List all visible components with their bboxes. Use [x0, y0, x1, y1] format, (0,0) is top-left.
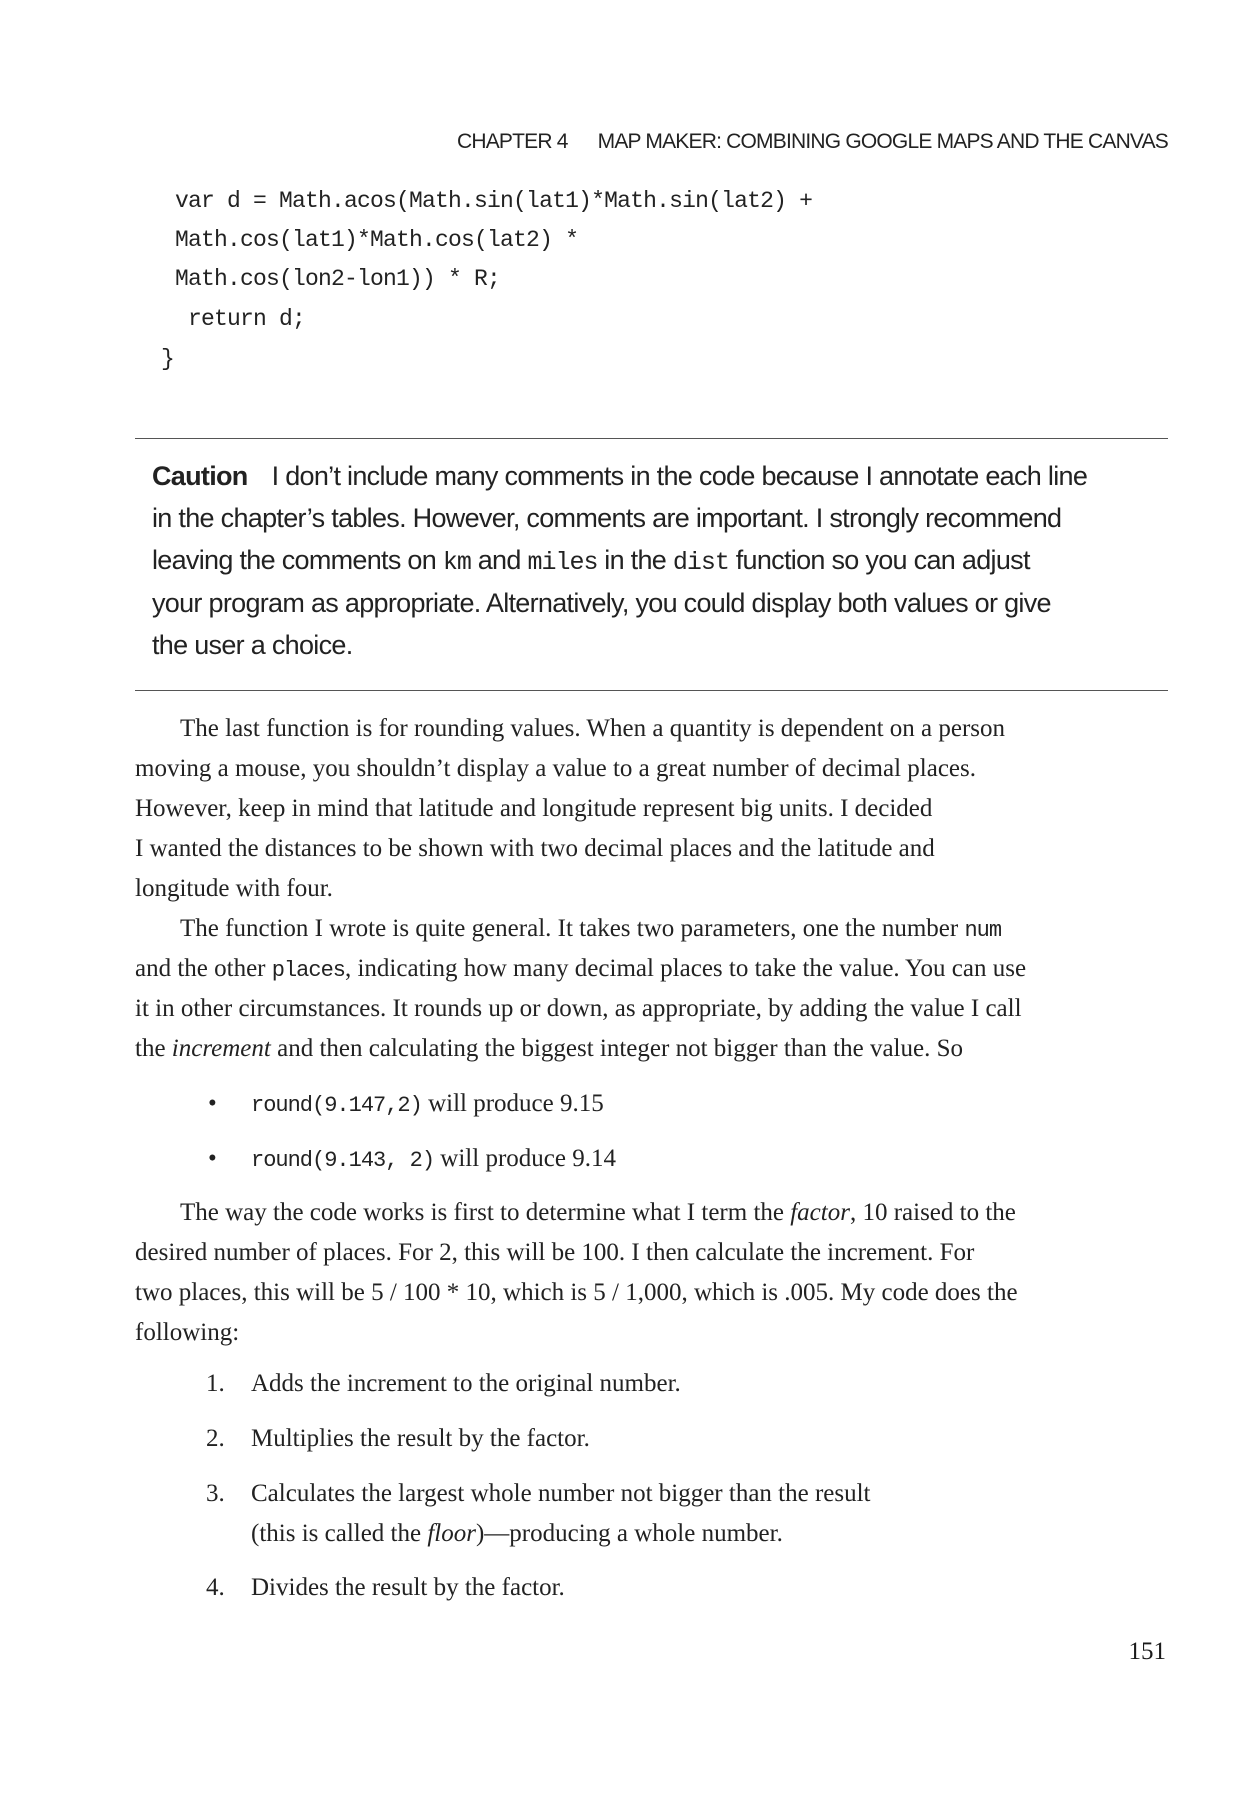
- inline-code: dist: [672, 548, 729, 577]
- text-line: [135, 755, 976, 783]
- text-line: [152, 545, 1030, 577]
- text-run: I wanted the distances to be shown with two decimal places and the latitude and: [135, 835, 935, 862]
- code-line: }: [161, 346, 175, 372]
- text-run: Calculates the largest whole number not bigger than the result: [251, 1480, 871, 1507]
- text-run: , indicating how many decimal places to take the value. You can use: [344, 955, 1027, 982]
- text-run: in the chapter’s tables. However, comments are important. I strongly recommend: [152, 503, 1062, 533]
- chapter-label: CHAPTER 4: [456, 130, 568, 153]
- text-line: [135, 1279, 1018, 1307]
- text-run: the: [135, 1035, 172, 1062]
- inline-code: miles: [527, 548, 598, 577]
- page-number: 151: [1128, 1638, 1166, 1665]
- caution-label: Caution: [152, 461, 248, 491]
- text-run: The function I wrote is quite general. It takes two parameters, one the number: [180, 915, 965, 942]
- text-run: , 10 raised to the: [849, 1199, 1016, 1226]
- text-run: the user a choice.: [152, 630, 353, 660]
- text-run: moving a mouse, you shouldn’t display a value to a great number of decimal places.: [135, 755, 976, 782]
- text-run: following:: [135, 1319, 240, 1346]
- chapter-title: MAP MAKER: COMBINING GOOGLE MAPS AND THE CANVAS: [597, 130, 1168, 153]
- text-run: your program as appropriate. Alternatively, you could display both values or give: [152, 588, 1051, 618]
- text-line: [251, 1370, 681, 1398]
- emphasis: factor: [790, 1199, 850, 1226]
- inline-code: num: [964, 918, 1002, 943]
- text-run: function so you can adjust: [728, 545, 1030, 575]
- emphasis: floor: [427, 1520, 476, 1547]
- divider: [135, 690, 1168, 691]
- text-line: [135, 795, 932, 823]
- text-line: [152, 461, 1087, 492]
- inline-code: round(9.147,2): [251, 1093, 422, 1118]
- bullet-icon: •: [208, 1145, 217, 1172]
- text-run: will produce 9.14: [434, 1145, 616, 1172]
- text-line: [135, 1319, 239, 1347]
- text-run: desired number of places. For 2, this will be 100. I then calculate the increment. For: [135, 1239, 975, 1266]
- text-line: [152, 503, 1061, 534]
- text-run: and then calculating the biggest integer not bigger than the value. So: [270, 1035, 964, 1062]
- text-run: However, keep in mind that latitude and longitude represent big units. I decided: [135, 795, 933, 822]
- text-line: [251, 1480, 871, 1508]
- text-line: [251, 1574, 565, 1602]
- code-line: return d;: [175, 306, 306, 332]
- text-line: [251, 1090, 604, 1118]
- text-run: leaving the comments on: [152, 545, 443, 575]
- text-line: [251, 1425, 590, 1453]
- text-line: [135, 1035, 963, 1063]
- text-run: I don’t include many comments in the code because I annotate each line: [271, 461, 1088, 491]
- text-run: and: [470, 545, 528, 575]
- code-line: Math.cos(lon2-lon1)) * R;: [175, 266, 501, 292]
- step-number: 3.: [206, 1480, 225, 1507]
- text-run: Divides the result by the factor.: [251, 1574, 565, 1601]
- text-run: two places, this will be 5 / 100 * 10, which is 5 / 1,000, which is .005. My code does the: [135, 1279, 1018, 1306]
- text-run: )—producing a whole number.: [475, 1520, 783, 1547]
- text-line: [135, 1239, 974, 1267]
- step-number: 1.: [206, 1370, 225, 1397]
- divider: [135, 438, 1168, 439]
- bullet-icon: •: [208, 1090, 217, 1117]
- text-run: longitude with four.: [135, 875, 333, 902]
- text-line: [135, 955, 1026, 983]
- text-line: [152, 630, 353, 661]
- text-line: [180, 1199, 1016, 1227]
- emphasis: increment: [171, 1035, 271, 1062]
- text-run: and the other: [135, 955, 272, 982]
- inline-code: km: [442, 548, 471, 577]
- step-number: 2.: [206, 1425, 225, 1452]
- text-run: Multiplies the result by the factor.: [251, 1425, 590, 1452]
- running-header: [457, 130, 1168, 154]
- text-run: will produce 9.15: [421, 1090, 604, 1117]
- inline-code: round(9.143, 2): [251, 1148, 435, 1173]
- text-line: [152, 588, 1051, 619]
- text-run: in the: [597, 545, 673, 575]
- text-run: Adds the increment to the original number.: [251, 1370, 681, 1397]
- text-line: [135, 875, 333, 903]
- text-run: it in other circumstances. It rounds up or down, as appropriate, by adding the value I call: [135, 995, 1022, 1022]
- inline-code: places: [271, 958, 345, 983]
- text-run: The last function is for rounding values. When a quantity is dependent on a person: [180, 715, 1006, 742]
- text-line: [135, 995, 1022, 1023]
- text-run: The way the code works is first to determine what I term the: [180, 1199, 791, 1226]
- step-number: 4.: [206, 1574, 225, 1601]
- text-run: (this is called the: [251, 1520, 428, 1547]
- code-line: Math.cos(lat1)*Math.cos(lat2) *: [175, 227, 579, 253]
- text-line: [135, 835, 935, 863]
- code-line: var d = Math.acos(Math.sin(lat1)*Math.sin(lat2) +: [175, 188, 813, 214]
- text-line: [180, 915, 1001, 943]
- text-line: [251, 1520, 783, 1548]
- text-line: [251, 1145, 616, 1173]
- text-line: [180, 715, 1005, 743]
